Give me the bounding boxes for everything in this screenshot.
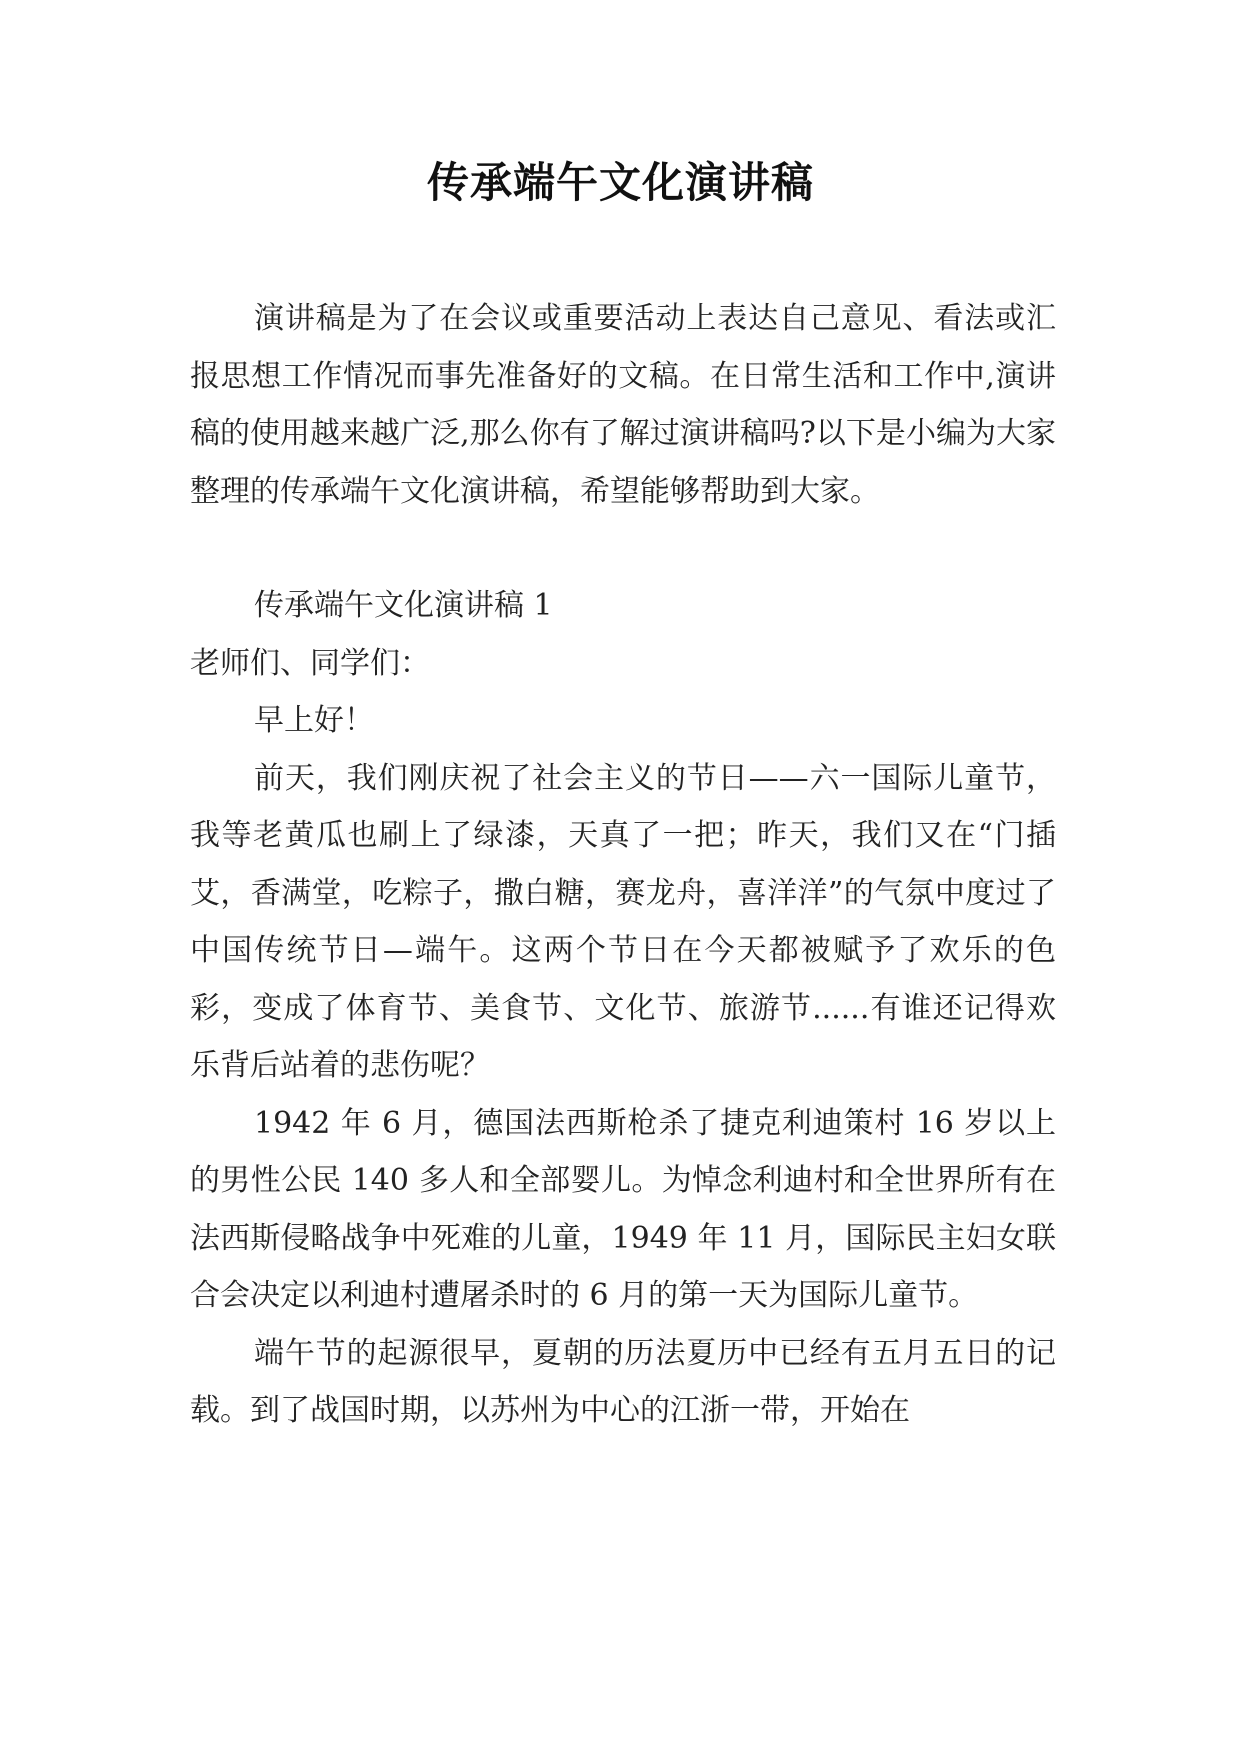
body-paragraph: 前天，我们刚庆祝了社会主义的节日——六一国际儿童节，我等老黄瓜也刷上了绿漆，天真了一把；昨天，我们又在“门插艾，香满堂，吃粽子，撒白糖，赛龙舟，喜洋洋”的气氛中度过了中国传统节日—端午。这两个节日在今天都被赋予了欢乐的色彩，变成了体育节、美食节、文化节、旅游节......有谁还记得欢乐背后站着的悲伤呢？ bbox=[190, 760, 1056, 1083]
body-paragraph: 1942 年 6 月，德国法西斯枪杀了捷克利迪策村 16 岁以上的男性公民 140 多人和全部婴儿。为悼念利迪村和全世界所有在法西斯侵略战争中死难的儿童，1949 年 11 月，国际民主妇女联合会决定以利迪村遭屠杀时的 6 月的第一天为国际儿童节。 bbox=[190, 1105, 1056, 1313]
document-body bbox=[190, 290, 1056, 1440]
document-title: 传承端午文化演讲稿 bbox=[426, 158, 814, 207]
intro-paragraph: 演讲稿是为了在会议或重要活动上表达自己意见、看法或汇报思想工作情况而事先准备好的文稿。在日常生活和工作中,演讲稿的使用越来越广泛,那么你有了解过演讲稿吗?以下是小编为大家整理的传承端午文化演讲稿，希望能够帮助到大家。 bbox=[190, 301, 1056, 509]
greeting: 早上好！ bbox=[254, 703, 374, 738]
section-heading: 传承端午文化演讲稿 1 bbox=[254, 588, 553, 623]
salutation: 老师们、同学们： bbox=[190, 645, 430, 681]
body-paragraph: 端午节的起源很早，夏朝的历法夏历中已经有五月五日的记载。到了战国时期，以苏州为中心的江浙一带，开始在 bbox=[190, 1335, 1056, 1428]
